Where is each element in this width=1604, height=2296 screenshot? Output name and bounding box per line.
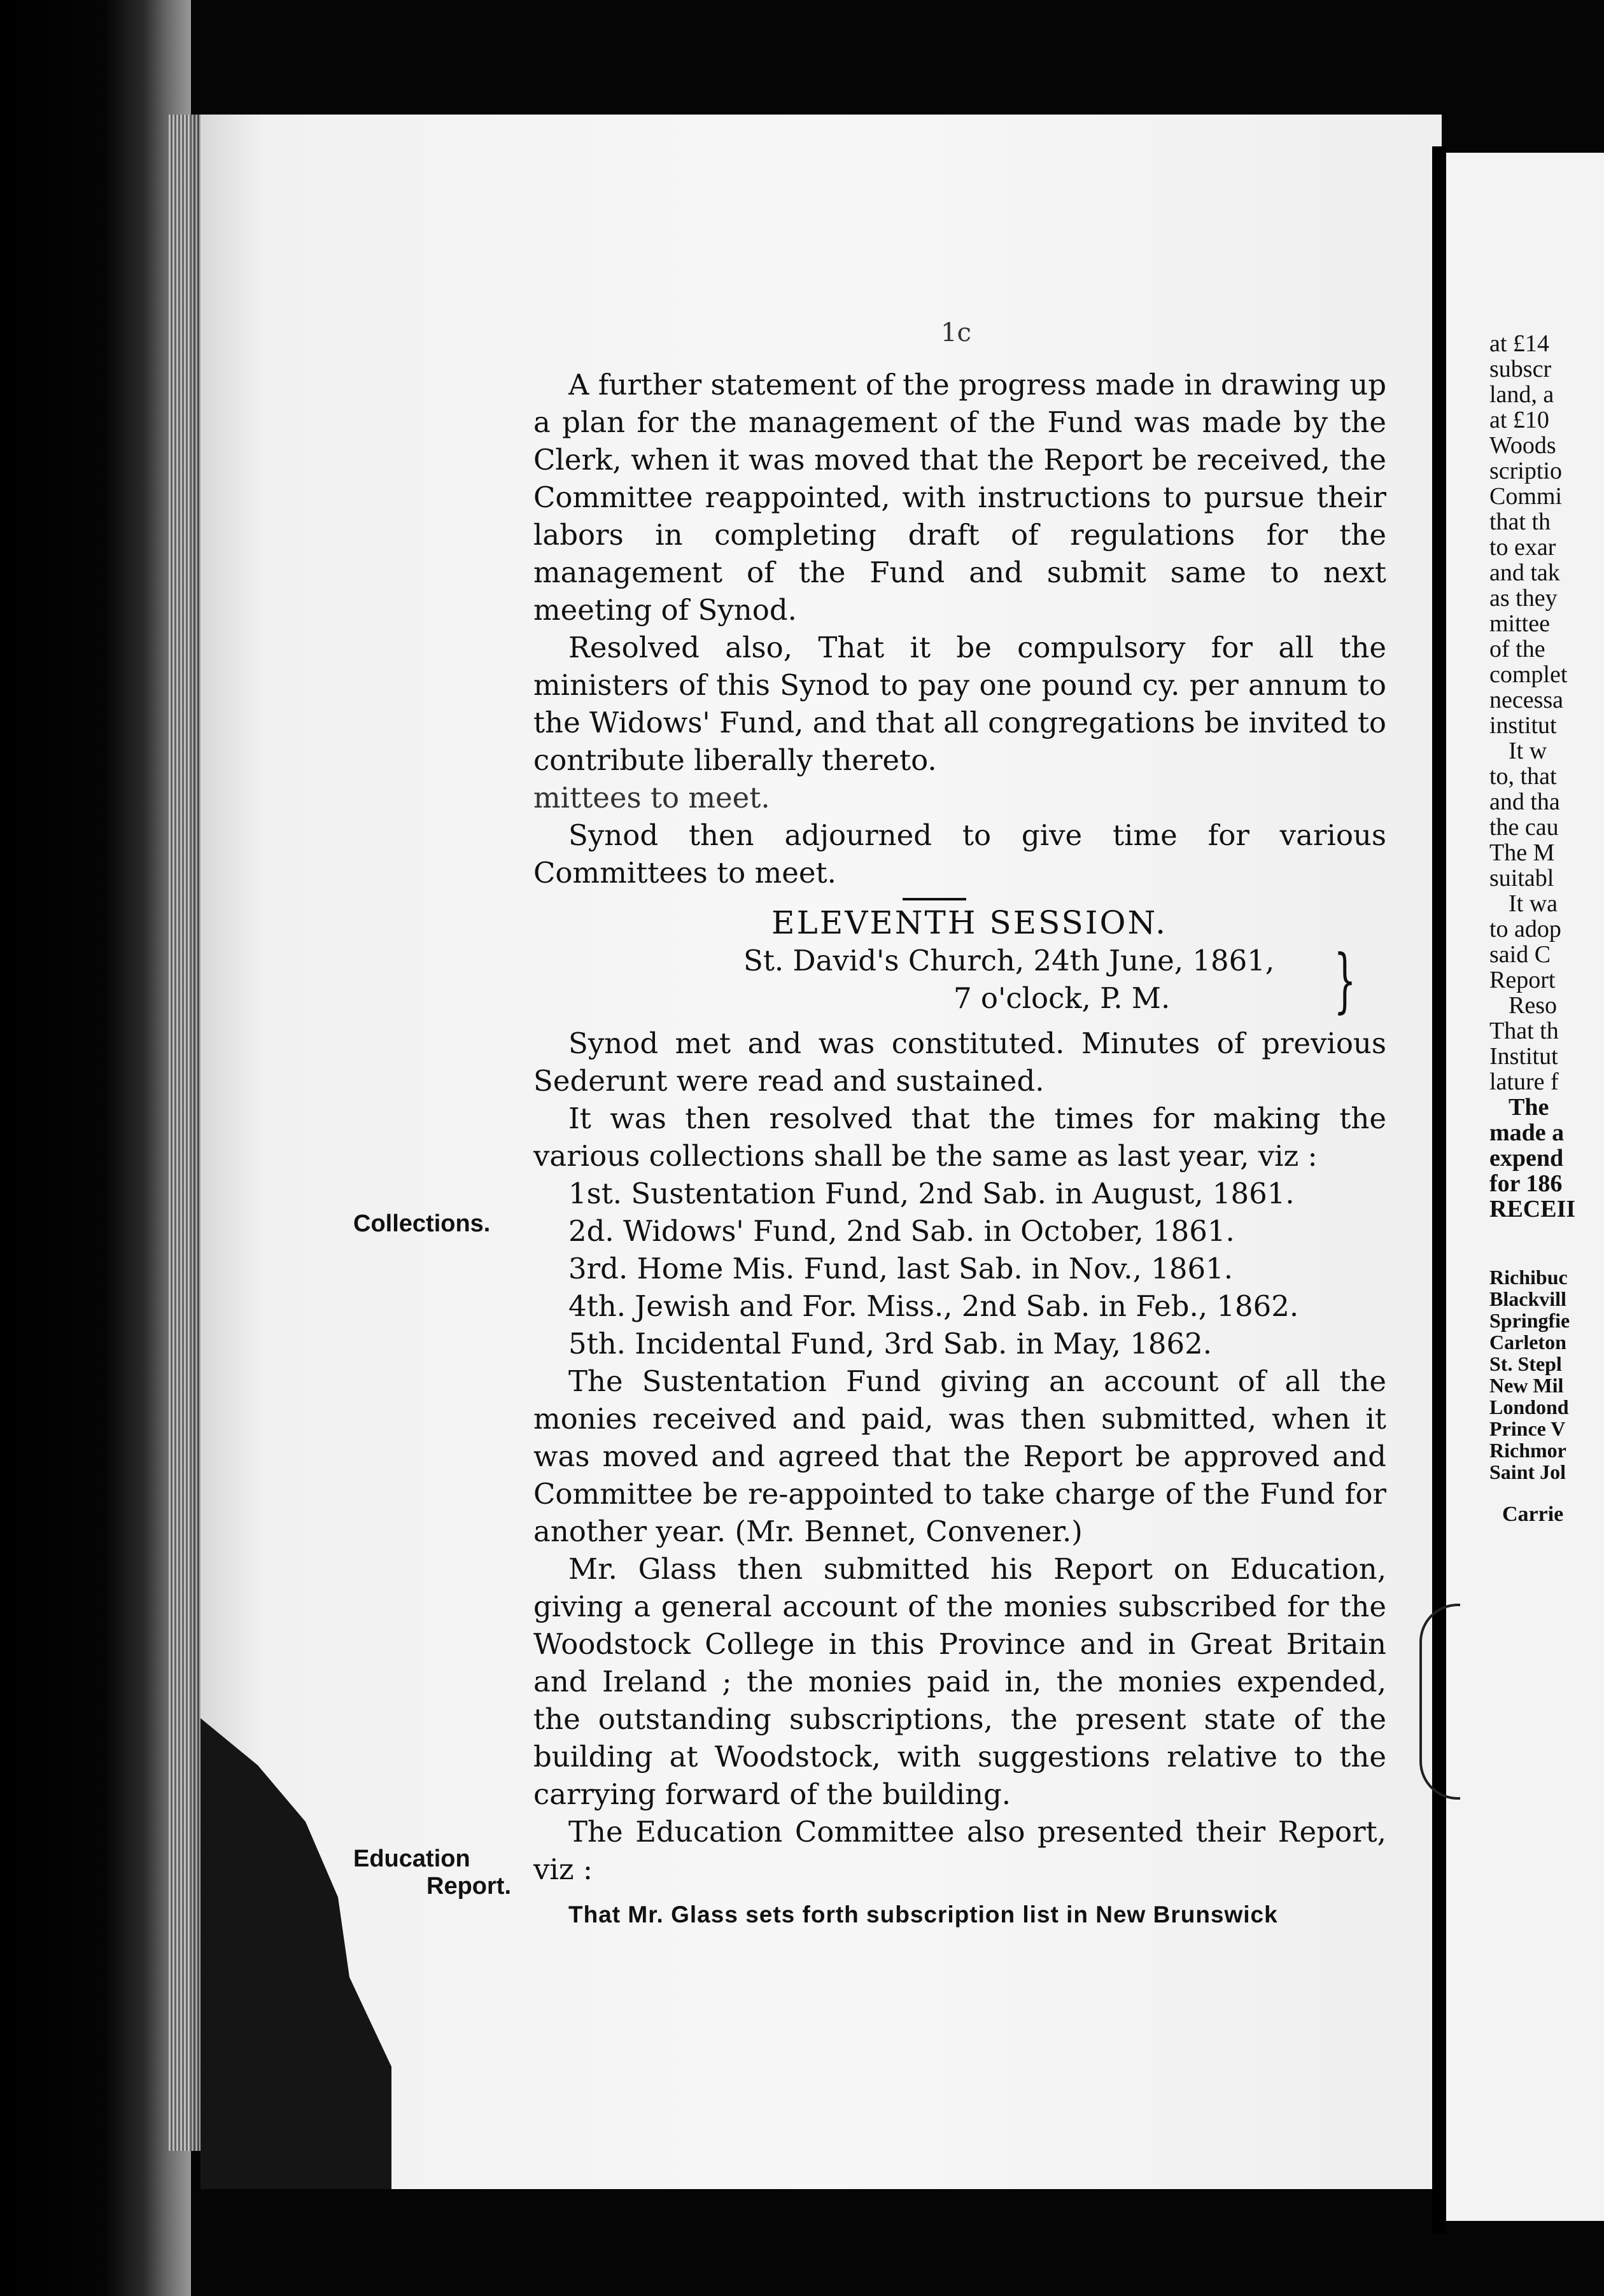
paragraph-adjourned: Synod then adjourned to give time for various Committees to meet. <box>533 818 1386 890</box>
page-gutter <box>1432 146 1446 2234</box>
facing-line: It wa <box>1509 890 1558 917</box>
facing-line: for 186 <box>1489 1170 1563 1197</box>
facing-line: Saint Jol <box>1489 1460 1566 1483</box>
facing-line: Richibuc <box>1489 1266 1568 1289</box>
paragraph-collections-resolved: It was then resolved that the times for making the various collections shall be the same as last year, viz : <box>533 1102 1386 1173</box>
facing-line: said C <box>1489 941 1551 968</box>
collection-item: 2d. Widows' Fund, 2nd Sab. in October, 1861. <box>568 1214 1235 1248</box>
facing-line: mittee <box>1489 610 1550 637</box>
curly-brace-icon: } <box>1333 939 1356 1021</box>
facing-line: That th <box>1489 1018 1559 1044</box>
facing-line: made a <box>1489 1119 1565 1146</box>
facing-line: suitabl <box>1489 865 1554 892</box>
facing-line: at £10 <box>1489 407 1549 433</box>
footnote-subscription-list: That Mr. Glass sets forth subscription list in New Brunswick <box>568 1901 1278 1928</box>
facing-line: and tak <box>1489 559 1560 586</box>
facing-line: that th <box>1489 508 1551 535</box>
paragraph-education-committee: The Education Committee also presented their Report, viz : <box>533 1815 1386 1886</box>
paragraph-synod-met: Synod met and was constituted. Minutes of previous Sederunt were read and sustained. <box>533 1026 1386 1098</box>
facing-line: The M <box>1489 839 1555 866</box>
facing-page-bracket <box>1419 1604 1460 1800</box>
facing-line: scriptio <box>1489 458 1562 484</box>
facing-line: expend <box>1489 1145 1564 1172</box>
facing-line: as they <box>1489 585 1558 612</box>
facing-line: of the <box>1489 636 1545 662</box>
facing-line: Woods <box>1489 432 1556 459</box>
facing-line: lature f <box>1489 1068 1559 1095</box>
collection-item: 4th. Jewish and For. Miss., 2nd Sab. in Feb., 1862. <box>568 1289 1299 1323</box>
paragraph-resolved-also: Resolved also, That it be compulsory for all the ministers of this Synod to pay one pound cy. per annum to the Widows' Fund, and that all congregations be invited to contribute liberally thereto. <box>533 631 1386 777</box>
facing-line: institut <box>1489 712 1557 739</box>
facing-line: Carleton <box>1489 1331 1566 1354</box>
collection-item: 1st. Sustentation Fund, 2nd Sab. in August, 1861. <box>568 1177 1295 1210</box>
facing-line: Institut <box>1489 1043 1558 1070</box>
facing-line: Springfie <box>1489 1309 1570 1332</box>
paragraph-further-statement: A further statement of the progress made in drawing up a plan for the management of the Fund was made by the Clerk, when it was moved that the Report be received, the Committee reappointed, with instructions to pursue their labors in completing draft of regulations for the management of the Fund and submit same to next meeting of Synod. <box>533 368 1386 627</box>
section-divider <box>903 898 966 900</box>
facing-line: subscr <box>1489 356 1552 382</box>
main-text-column <box>533 366 1386 1933</box>
session-place-line2: 7 o'clock, P. M. <box>953 981 1171 1015</box>
facing-line: to exar <box>1489 534 1556 561</box>
margin-note-collections: Collections. <box>353 1210 491 1237</box>
facing-line: to, that <box>1489 763 1557 790</box>
facing-line: Commi <box>1489 483 1563 510</box>
facing-line: complet <box>1489 661 1568 688</box>
session-place <box>533 939 1386 1021</box>
facing-page-text <box>1489 331 1604 1527</box>
facing-line: The <box>1509 1094 1549 1121</box>
facing-line: land, a <box>1489 381 1554 408</box>
facing-line: Prince V <box>1489 1417 1566 1440</box>
facing-line: Blackvill <box>1489 1287 1566 1310</box>
facing-line: to adop <box>1489 916 1561 942</box>
paragraph-education-report: Mr. Glass then submitted his Report on Education, giving a general account of the monies subscribed for the Woodstock College in this Province and in Great Britain and Ireland ; the monies paid in, the monies expended, the outstanding subscriptions, the present state of the building at Woodstock, with suggestions relative to the carrying forward of the building. <box>533 1552 1386 1811</box>
facing-line: Reso <box>1509 992 1557 1019</box>
facing-line: Londond <box>1489 1396 1569 1418</box>
collection-item: 5th. Incidental Fund, 3rd Sab. in May, 1862. <box>568 1327 1213 1361</box>
margin-note-education-line1: Education <box>353 1845 470 1872</box>
stray-line: mittees to meet. <box>533 781 770 815</box>
facing-line: the cau <box>1489 814 1559 841</box>
facing-line: New Mil <box>1489 1374 1564 1397</box>
margin-note-education <box>353 1845 511 1900</box>
facing-line: Richmor <box>1489 1439 1566 1462</box>
page-number: 1c <box>941 318 971 347</box>
facing-line: and tha <box>1489 788 1560 815</box>
facing-line: at £14 <box>1489 331 1549 357</box>
book-spine <box>0 0 191 2296</box>
collection-item: 3rd. Home Mis. Fund, last Sab. in Nov., 1861. <box>568 1252 1234 1285</box>
session-title: ELEVENTH SESSION. <box>771 904 1167 941</box>
facing-line: It w <box>1509 738 1547 764</box>
facing-line: Report <box>1489 967 1556 993</box>
paragraph-sustentation-fund: The Sustentation Fund giving an account of all the monies received and paid, was then submitted, when it was moved and agreed that the Report be approved and Committee be re-appointed to take charge of the Fund for another year. (Mr. Bennet, Convener.) <box>533 1364 1386 1548</box>
facing-line: necessa <box>1489 687 1564 713</box>
margin-note-education-line2: Report. <box>426 1873 511 1900</box>
facing-line: St. Stepl <box>1489 1352 1562 1375</box>
facing-line: Carrie <box>1502 1502 1564 1526</box>
facing-line: RECEII <box>1489 1196 1576 1222</box>
session-place-line1: St. David's Church, 24th June, 1861, <box>743 944 1275 977</box>
